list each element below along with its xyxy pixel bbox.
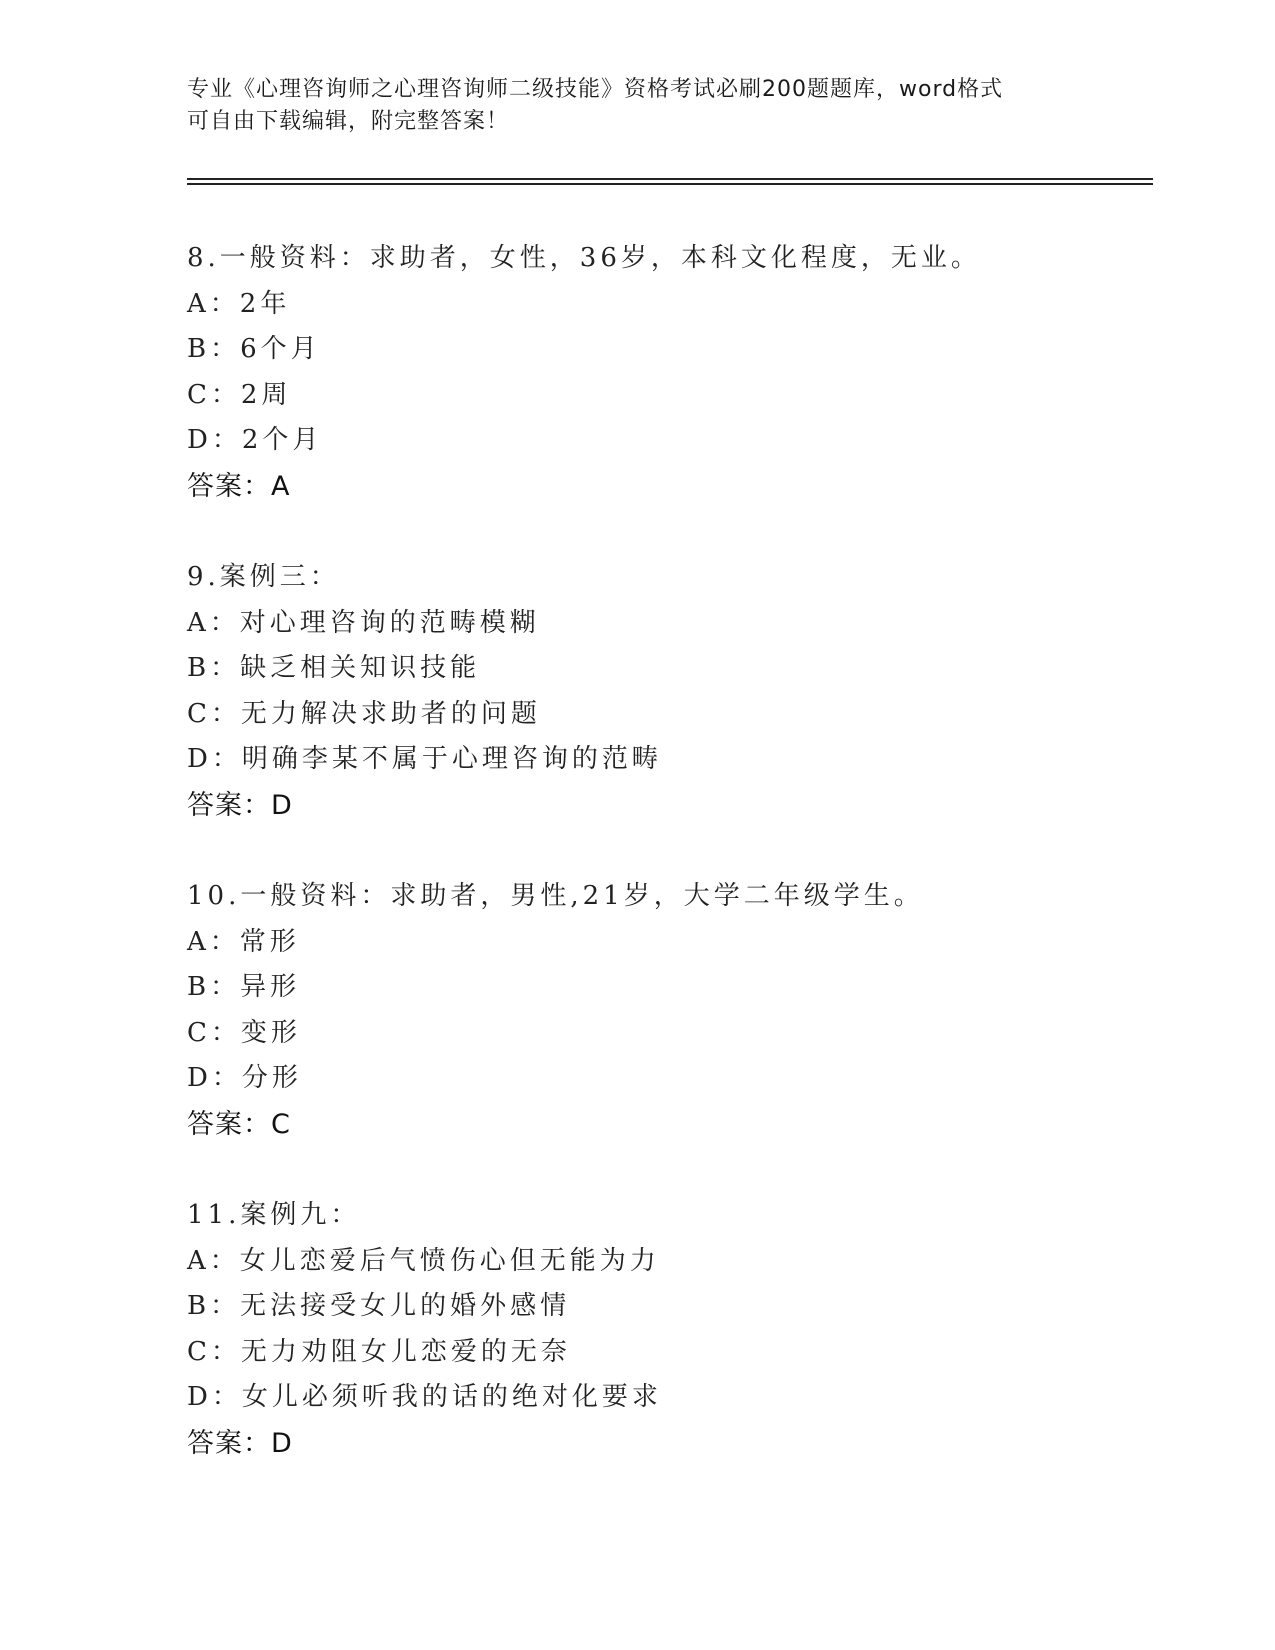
option-a: A：常形 (187, 926, 300, 957)
header-divider-bottom (187, 183, 1153, 185)
option-c: C：变形 (187, 1017, 301, 1048)
option-c: C：无力劝阻女儿恋爱的无奈 (187, 1336, 571, 1367)
option-d: D：分形 (187, 1063, 302, 1093)
question-stem: 9.案例三： (187, 562, 340, 592)
header-divider-top (187, 178, 1153, 180)
option-a: A：2年 (187, 288, 291, 319)
header-line-1: 专业《心理咨询师之心理咨询师二级技能》资格考试必刷200题题库，word格式 (187, 77, 1004, 102)
question-10 (187, 874, 1147, 1147)
answer: 答案：D (187, 789, 293, 821)
option-c: C：无力解决求助者的问题 (187, 698, 541, 729)
question-9 (187, 555, 1147, 828)
answer: 答案：A (187, 470, 291, 502)
option-d: D：明确李某不属于心理咨询的范畴 (187, 744, 662, 774)
option-c: C：2周 (187, 379, 292, 410)
document-header (187, 74, 1087, 138)
question-11 (187, 1193, 1147, 1466)
question-stem: 10.一般资料：求助者，男性,21岁，大学二年级学生。 (187, 881, 924, 911)
question-stem: 8.一般资料：求助者，女性，36岁，本科文化程度，无业。 (187, 243, 981, 273)
answer: 答案：C (187, 1108, 291, 1140)
header-line-2: 可自由下载编辑，附完整答案！ (187, 109, 510, 134)
question-stem: 11.案例九： (187, 1200, 361, 1230)
question-8 (187, 236, 1147, 509)
answer: 答案：D (187, 1427, 293, 1459)
option-b: B：缺乏相关知识技能 (187, 653, 481, 683)
option-d: D：女儿必须听我的话的绝对化要求 (187, 1382, 662, 1412)
option-b: B：异形 (187, 972, 301, 1002)
option-d: D：2个月 (187, 425, 323, 455)
option-a: A：女儿恋爱后气愤伤心但无能为力 (187, 1245, 660, 1276)
option-b: B：6个月 (187, 334, 321, 364)
question-list (187, 236, 1147, 1466)
option-a: A：对心理咨询的范畴模糊 (187, 607, 540, 638)
option-b: B：无法接受女儿的婚外感情 (187, 1291, 571, 1321)
